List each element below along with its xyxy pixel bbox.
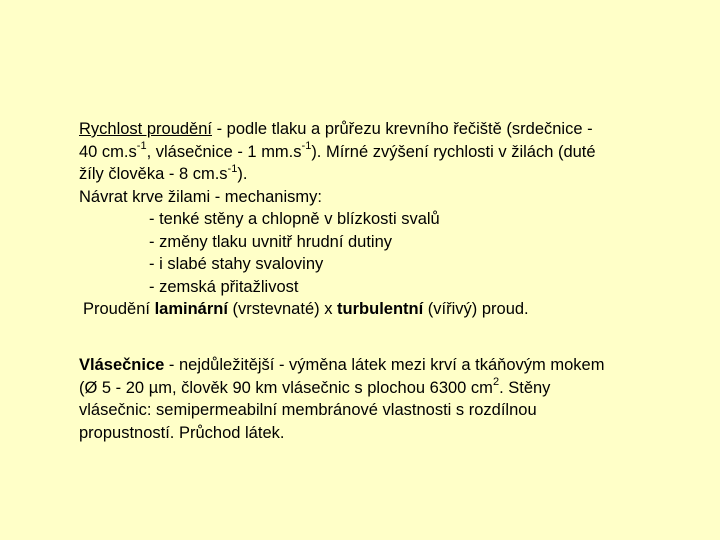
text-fragment: 40 cm.s xyxy=(79,142,137,161)
text-fragment: . Stěny xyxy=(499,378,551,397)
mechanism-item: - i slabé stahy svaloviny xyxy=(149,255,324,273)
text-fragment: ). Mírné zvýšení rychlosti v žilách (duté xyxy=(311,142,596,161)
text-fragment: - podle tlaku a průřezu krevního řečiště (srdečnice - xyxy=(212,120,593,138)
text-fragment: Proudění xyxy=(83,300,155,318)
text-fragment: , vlásečnice - 1 mm.s xyxy=(146,142,302,161)
paragraph-blood-flow xyxy=(79,118,596,321)
superscript: -1 xyxy=(136,140,147,152)
text-fragment: (vířivý) proud. xyxy=(423,300,529,318)
mechanism-item: - zemská přitažlivost xyxy=(149,277,299,296)
mechanism-item: - tenké stěny a chlopně v blízkosti svalů xyxy=(149,210,440,228)
term-capillaries: Vlásečnice xyxy=(79,356,165,374)
superscript: -1 xyxy=(227,162,238,175)
text-line: vlásečnic: semipermeabilní membránové vlastnosti s rozdílnou xyxy=(79,401,537,419)
text-fragment: ). xyxy=(237,165,248,183)
term-laminar: laminární xyxy=(154,300,228,318)
flow-type-line xyxy=(79,298,596,321)
mechanism-item: - změny tlaku uvnitř hrudní dutiny xyxy=(149,232,393,251)
venous-return-heading: Návrat krve žilami - mechanismy: xyxy=(79,187,322,206)
text-fragment: žíly člověka - 8 cm.s xyxy=(79,165,228,183)
term-flow-velocity: Rychlost proudění xyxy=(79,120,212,138)
text-line xyxy=(79,163,596,186)
text-fragment: - nejdůležitější - výměna látek mezi krví a tkáňovým mokem xyxy=(164,356,605,374)
text-fragment: (Ø 5 - 20 µm, člověk 90 km vlásečnic s plochou 6300 cm xyxy=(79,378,493,397)
superscript: 2 xyxy=(492,376,500,388)
text-line xyxy=(79,141,596,164)
paragraph-capillaries xyxy=(79,354,604,444)
text-fragment: (vrstevnaté) x xyxy=(227,300,338,318)
text-line xyxy=(79,118,596,141)
term-turbulent: turbulentní xyxy=(337,300,424,318)
text-line: propustností. Průchod látek. xyxy=(79,423,285,442)
text-line xyxy=(79,377,604,400)
superscript: -1 xyxy=(301,140,312,152)
text-line xyxy=(79,354,604,377)
